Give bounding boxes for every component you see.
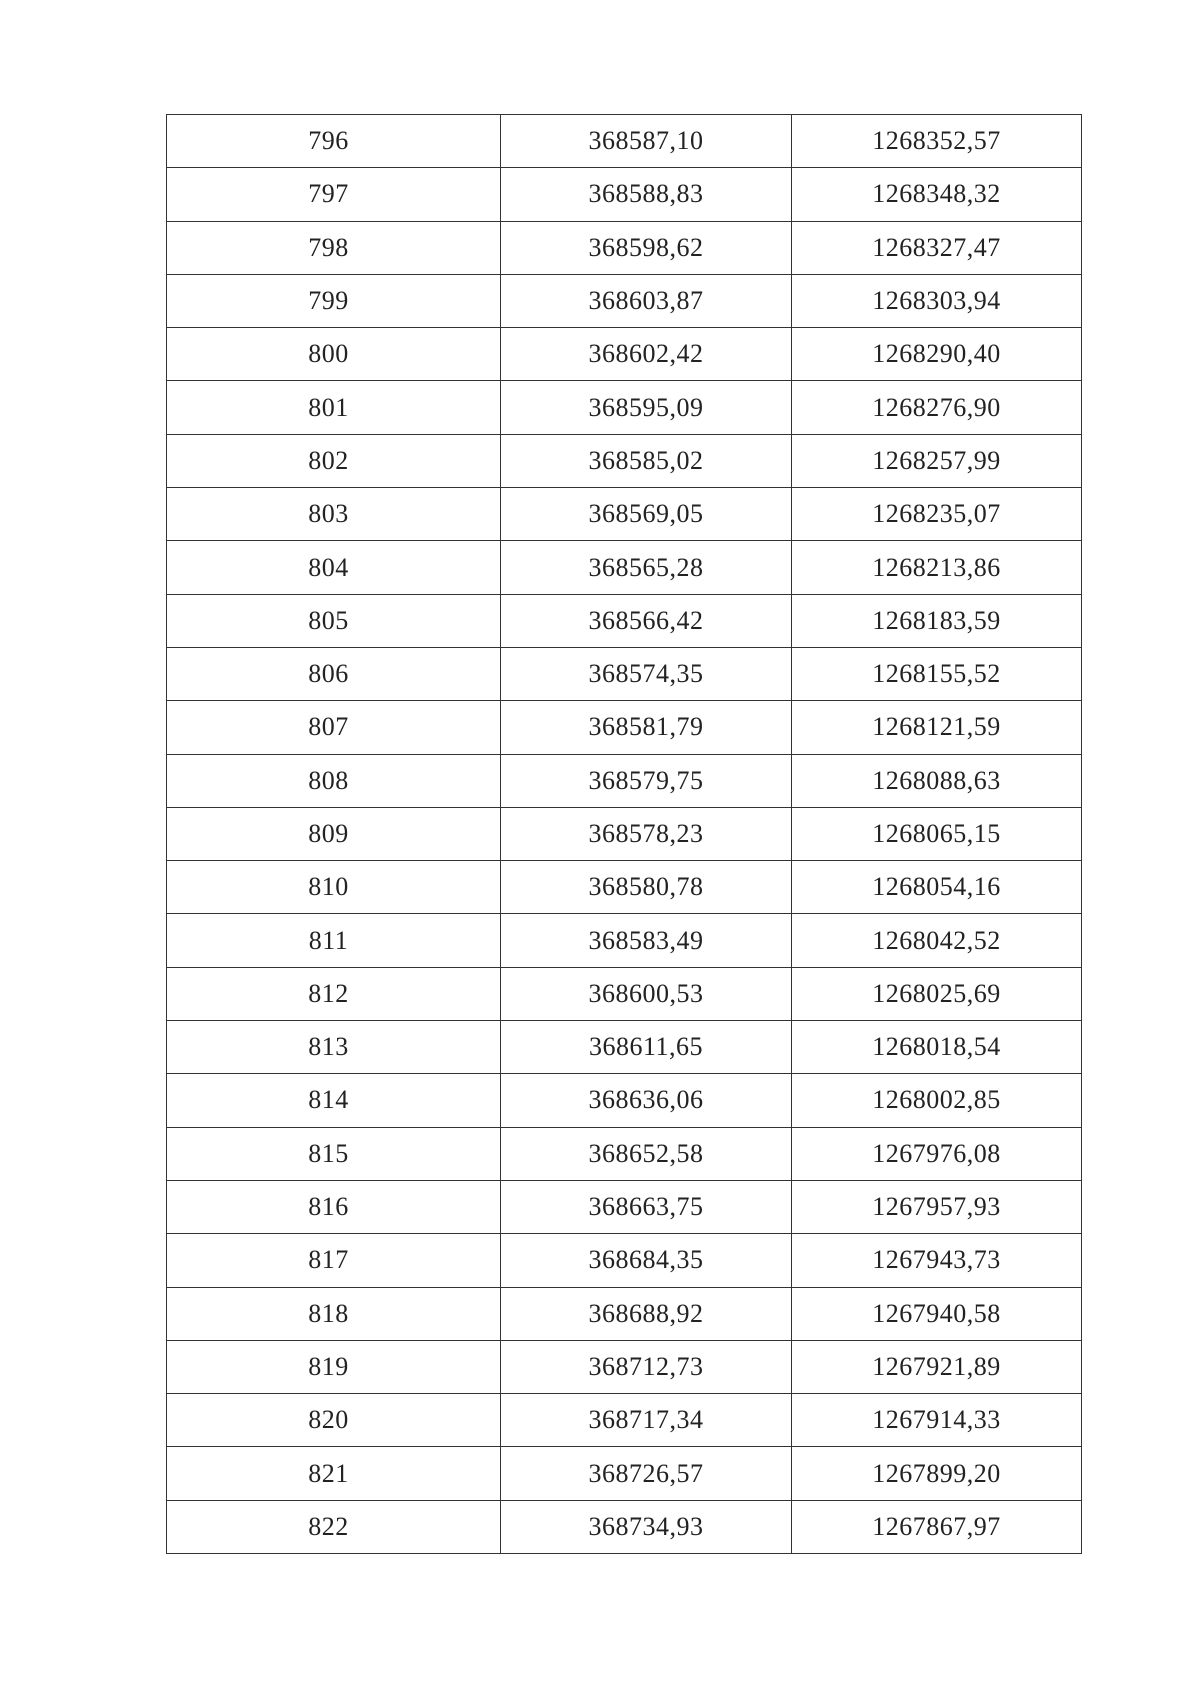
point-number-cell: 807 bbox=[167, 701, 501, 754]
y-coordinate-cell: 1268303,94 bbox=[792, 274, 1082, 327]
point-number-cell: 796 bbox=[167, 115, 501, 168]
x-coordinate-cell: 368565,28 bbox=[501, 541, 792, 594]
x-coordinate-cell: 368579,75 bbox=[501, 754, 792, 807]
table-row bbox=[167, 1447, 1082, 1500]
x-coordinate-cell: 368588,83 bbox=[501, 168, 792, 221]
point-number-cell: 801 bbox=[167, 381, 501, 434]
table-row bbox=[167, 967, 1082, 1020]
x-coordinate-cell: 368587,10 bbox=[501, 115, 792, 168]
x-coordinate-cell: 368734,93 bbox=[501, 1500, 792, 1553]
y-coordinate-cell: 1268054,16 bbox=[792, 861, 1082, 914]
x-coordinate-cell: 368636,06 bbox=[501, 1074, 792, 1127]
table-row bbox=[167, 1340, 1082, 1393]
table-row bbox=[167, 328, 1082, 381]
x-coordinate-cell: 368581,79 bbox=[501, 701, 792, 754]
point-number-cell: 799 bbox=[167, 274, 501, 327]
x-coordinate-cell: 368663,75 bbox=[501, 1180, 792, 1233]
y-coordinate-cell: 1267957,93 bbox=[792, 1180, 1082, 1233]
x-coordinate-cell: 368580,78 bbox=[501, 861, 792, 914]
point-number-cell: 821 bbox=[167, 1447, 501, 1500]
point-number-cell: 810 bbox=[167, 861, 501, 914]
table-row bbox=[167, 274, 1082, 327]
y-coordinate-cell: 1268348,32 bbox=[792, 168, 1082, 221]
table-row bbox=[167, 861, 1082, 914]
x-coordinate-cell: 368578,23 bbox=[501, 807, 792, 860]
y-coordinate-cell: 1268257,99 bbox=[792, 434, 1082, 487]
y-coordinate-cell: 1268018,54 bbox=[792, 1021, 1082, 1074]
x-coordinate-cell: 368600,53 bbox=[501, 967, 792, 1020]
table-row bbox=[167, 1287, 1082, 1340]
x-coordinate-cell: 368569,05 bbox=[501, 488, 792, 541]
x-coordinate-cell: 368602,42 bbox=[501, 328, 792, 381]
y-coordinate-cell: 1268025,69 bbox=[792, 967, 1082, 1020]
coordinates-table-body bbox=[167, 115, 1082, 1554]
y-coordinate-cell: 1267867,97 bbox=[792, 1500, 1082, 1553]
table-row bbox=[167, 115, 1082, 168]
y-coordinate-cell: 1268002,85 bbox=[792, 1074, 1082, 1127]
point-number-cell: 811 bbox=[167, 914, 501, 967]
point-number-cell: 817 bbox=[167, 1234, 501, 1287]
point-number-cell: 822 bbox=[167, 1500, 501, 1553]
y-coordinate-cell: 1268155,52 bbox=[792, 647, 1082, 700]
point-number-cell: 809 bbox=[167, 807, 501, 860]
x-coordinate-cell: 368585,02 bbox=[501, 434, 792, 487]
point-number-cell: 815 bbox=[167, 1127, 501, 1180]
x-coordinate-cell: 368726,57 bbox=[501, 1447, 792, 1500]
x-coordinate-cell: 368566,42 bbox=[501, 594, 792, 647]
point-number-cell: 812 bbox=[167, 967, 501, 1020]
table-row bbox=[167, 1500, 1082, 1553]
x-coordinate-cell: 368583,49 bbox=[501, 914, 792, 967]
table-row bbox=[167, 221, 1082, 274]
point-number-cell: 820 bbox=[167, 1394, 501, 1447]
table-row bbox=[167, 594, 1082, 647]
y-coordinate-cell: 1267914,33 bbox=[792, 1394, 1082, 1447]
x-coordinate-cell: 368688,92 bbox=[501, 1287, 792, 1340]
point-number-cell: 798 bbox=[167, 221, 501, 274]
table-row bbox=[167, 488, 1082, 541]
table-row bbox=[167, 754, 1082, 807]
table-row bbox=[167, 914, 1082, 967]
point-number-cell: 818 bbox=[167, 1287, 501, 1340]
y-coordinate-cell: 1268121,59 bbox=[792, 701, 1082, 754]
y-coordinate-cell: 1267921,89 bbox=[792, 1340, 1082, 1393]
y-coordinate-cell: 1267976,08 bbox=[792, 1127, 1082, 1180]
x-coordinate-cell: 368598,62 bbox=[501, 221, 792, 274]
x-coordinate-cell: 368595,09 bbox=[501, 381, 792, 434]
y-coordinate-cell: 1268042,52 bbox=[792, 914, 1082, 967]
table-row bbox=[167, 434, 1082, 487]
y-coordinate-cell: 1268183,59 bbox=[792, 594, 1082, 647]
y-coordinate-cell: 1268290,40 bbox=[792, 328, 1082, 381]
point-number-cell: 803 bbox=[167, 488, 501, 541]
y-coordinate-cell: 1268352,57 bbox=[792, 115, 1082, 168]
point-number-cell: 805 bbox=[167, 594, 501, 647]
point-number-cell: 813 bbox=[167, 1021, 501, 1074]
point-number-cell: 800 bbox=[167, 328, 501, 381]
y-coordinate-cell: 1267940,58 bbox=[792, 1287, 1082, 1340]
table-row bbox=[167, 701, 1082, 754]
table-row bbox=[167, 1180, 1082, 1233]
x-coordinate-cell: 368603,87 bbox=[501, 274, 792, 327]
point-number-cell: 806 bbox=[167, 647, 501, 700]
y-coordinate-cell: 1267943,73 bbox=[792, 1234, 1082, 1287]
table-row bbox=[167, 1394, 1082, 1447]
point-number-cell: 816 bbox=[167, 1180, 501, 1233]
x-coordinate-cell: 368574,35 bbox=[501, 647, 792, 700]
x-coordinate-cell: 368712,73 bbox=[501, 1340, 792, 1393]
table-row bbox=[167, 381, 1082, 434]
table-row bbox=[167, 807, 1082, 860]
point-number-cell: 808 bbox=[167, 754, 501, 807]
x-coordinate-cell: 368684,35 bbox=[501, 1234, 792, 1287]
coordinates-table bbox=[166, 114, 1082, 1554]
y-coordinate-cell: 1268213,86 bbox=[792, 541, 1082, 594]
point-number-cell: 814 bbox=[167, 1074, 501, 1127]
table-row bbox=[167, 541, 1082, 594]
x-coordinate-cell: 368652,58 bbox=[501, 1127, 792, 1180]
point-number-cell: 802 bbox=[167, 434, 501, 487]
point-number-cell: 804 bbox=[167, 541, 501, 594]
x-coordinate-cell: 368611,65 bbox=[501, 1021, 792, 1074]
point-number-cell: 819 bbox=[167, 1340, 501, 1393]
y-coordinate-cell: 1267899,20 bbox=[792, 1447, 1082, 1500]
table-row bbox=[167, 647, 1082, 700]
y-coordinate-cell: 1268276,90 bbox=[792, 381, 1082, 434]
point-number-cell: 797 bbox=[167, 168, 501, 221]
table-row bbox=[167, 1127, 1082, 1180]
y-coordinate-cell: 1268327,47 bbox=[792, 221, 1082, 274]
y-coordinate-cell: 1268065,15 bbox=[792, 807, 1082, 860]
table-row bbox=[167, 1234, 1082, 1287]
table-row bbox=[167, 1021, 1082, 1074]
table-row bbox=[167, 1074, 1082, 1127]
table-row bbox=[167, 168, 1082, 221]
y-coordinate-cell: 1268235,07 bbox=[792, 488, 1082, 541]
x-coordinate-cell: 368717,34 bbox=[501, 1394, 792, 1447]
y-coordinate-cell: 1268088,63 bbox=[792, 754, 1082, 807]
